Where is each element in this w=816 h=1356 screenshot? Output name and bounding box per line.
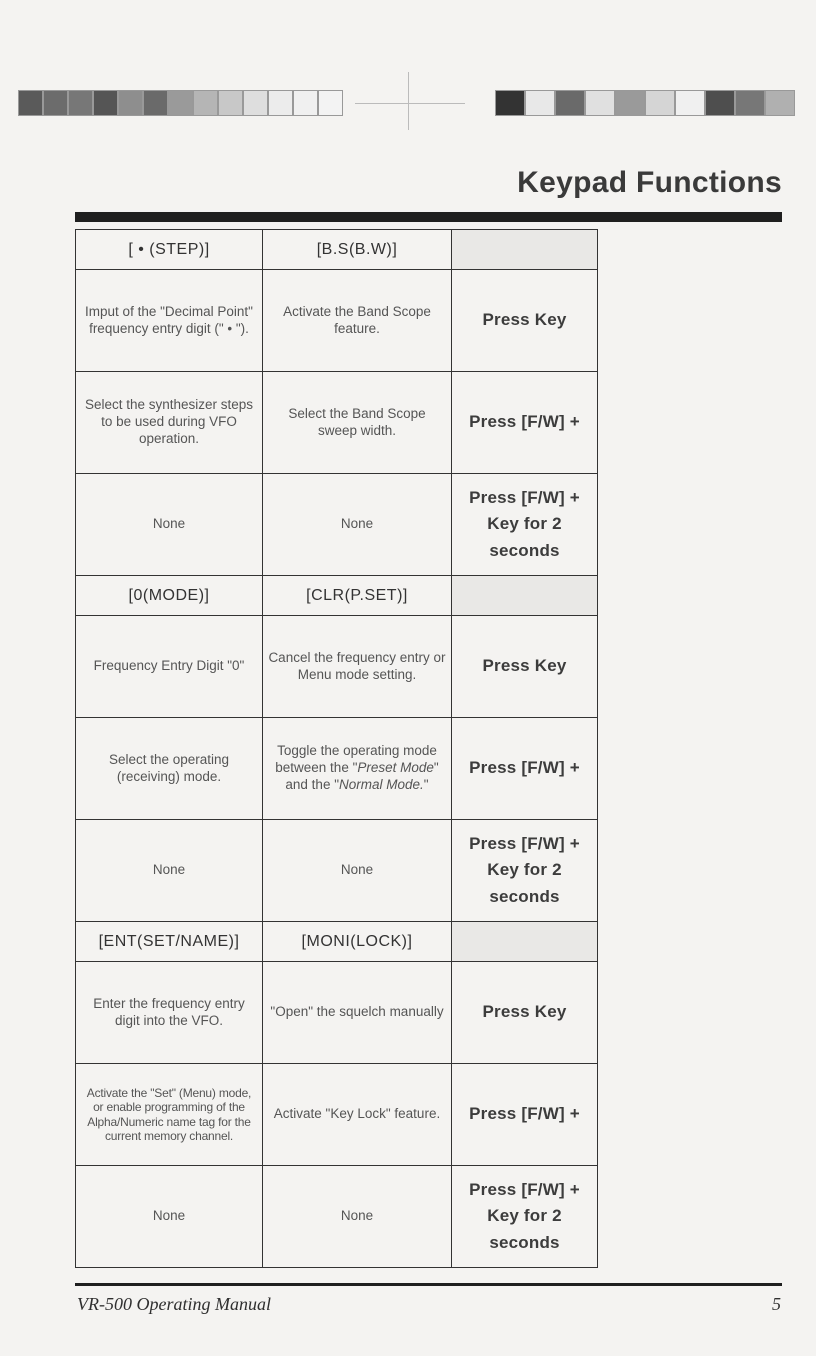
registration-swatch	[68, 90, 93, 116]
table-row	[76, 962, 598, 1064]
key-action: Press Key	[452, 616, 598, 718]
function-description: Enter the frequency entry digit into the VFO.	[76, 962, 263, 1064]
blank-cell	[452, 576, 598, 616]
registration-swatch	[495, 90, 525, 116]
registration-swatch	[555, 90, 585, 116]
key-action: Press [F/W] + Key for 2 seconds	[452, 820, 598, 922]
blank-cell	[452, 922, 598, 962]
table-row	[76, 372, 598, 474]
function-description: None	[263, 474, 452, 576]
function-description: None	[76, 474, 263, 576]
function-description: Select the operating (receiving) mode.	[76, 718, 263, 820]
registration-swatch	[18, 90, 43, 116]
crosshair-mark	[355, 103, 465, 104]
key-header-row	[76, 576, 598, 616]
registration-swatch	[705, 90, 735, 116]
function-description: None	[263, 820, 452, 922]
table-row	[76, 1166, 598, 1268]
function-description: Frequency Entry Digit "0"	[76, 616, 263, 718]
table-row	[76, 718, 598, 820]
key-header-row	[76, 230, 598, 270]
key-action: Press [F/W] + Key for 2 seconds	[452, 1166, 598, 1268]
table-row	[76, 1064, 598, 1166]
page-title: Keypad Functions	[517, 166, 782, 199]
registration-swatch	[243, 90, 268, 116]
table-row	[76, 820, 598, 922]
heading-rule	[75, 212, 782, 222]
registration-swatch	[268, 90, 293, 116]
page-number: 5	[772, 1294, 781, 1314]
key-action: Press [F/W] +	[452, 718, 598, 820]
table-row	[76, 474, 598, 576]
function-description: Select the synthesizer steps to be used during VFO operation.	[76, 372, 263, 474]
registration-swatch	[168, 90, 193, 116]
registration-swatch	[735, 90, 765, 116]
registration-swatch	[675, 90, 705, 116]
table-row	[76, 270, 598, 372]
registration-strip-left	[18, 90, 343, 116]
registration-swatch	[615, 90, 645, 116]
registration-swatch	[218, 90, 243, 116]
blank-cell	[452, 230, 598, 270]
key-header-row	[76, 922, 598, 962]
key-name: [B.S(B.W)]	[263, 230, 452, 270]
key-name: [CLR(P.SET)]	[263, 576, 452, 616]
key-action: Press Key	[452, 962, 598, 1064]
registration-swatch	[93, 90, 118, 116]
crosshair-mark	[408, 72, 409, 130]
table-row	[76, 616, 598, 718]
registration-swatch	[765, 90, 795, 116]
keypad-functions-table	[75, 229, 598, 1268]
registration-swatch	[118, 90, 143, 116]
registration-strip-right	[495, 90, 795, 116]
function-description: None	[76, 1166, 263, 1268]
registration-swatch	[143, 90, 168, 116]
footer-rule	[75, 1283, 782, 1286]
key-action: Press [F/W] + Key for 2 seconds	[452, 474, 598, 576]
function-description: Select the Band Scope sweep width.	[263, 372, 452, 474]
key-name: [ • (STEP)]	[76, 230, 263, 270]
key-action: Press Key	[452, 270, 598, 372]
key-action: Press [F/W] +	[452, 372, 598, 474]
function-description: Cancel the frequency entry or Menu mode setting.	[263, 616, 452, 718]
function-description: Imput of the "Decimal Point" frequency entry digit (" • ").	[76, 270, 263, 372]
key-name: [MONI(LOCK)]	[263, 922, 452, 962]
registration-swatch	[585, 90, 615, 116]
key-name: [ENT(SET/NAME)]	[76, 922, 263, 962]
registration-swatch	[43, 90, 68, 116]
function-description: None	[76, 820, 263, 922]
registration-swatch	[645, 90, 675, 116]
registration-swatch	[318, 90, 343, 116]
function-description: None	[263, 1166, 452, 1268]
function-description: "Open" the squelch manually	[263, 962, 452, 1064]
key-action: Press [F/W] +	[452, 1064, 598, 1166]
key-name: [0(MODE)]	[76, 576, 263, 616]
function-description: Toggle the operating mode between the "Preset Mode" and the "Normal Mode."	[263, 718, 452, 820]
registration-swatch	[525, 90, 555, 116]
registration-swatch	[193, 90, 218, 116]
footer-manual-title: VR-500 Operating Manual	[77, 1294, 271, 1314]
function-description: Activate "Key Lock" feature.	[263, 1064, 452, 1166]
function-description: Activate the Band Scope feature.	[263, 270, 452, 372]
function-description: Activate the "Set" (Menu) mode, or enable programming of the Alpha/Numeric name tag for the current memory channel.	[76, 1064, 263, 1166]
registration-swatch	[293, 90, 318, 116]
